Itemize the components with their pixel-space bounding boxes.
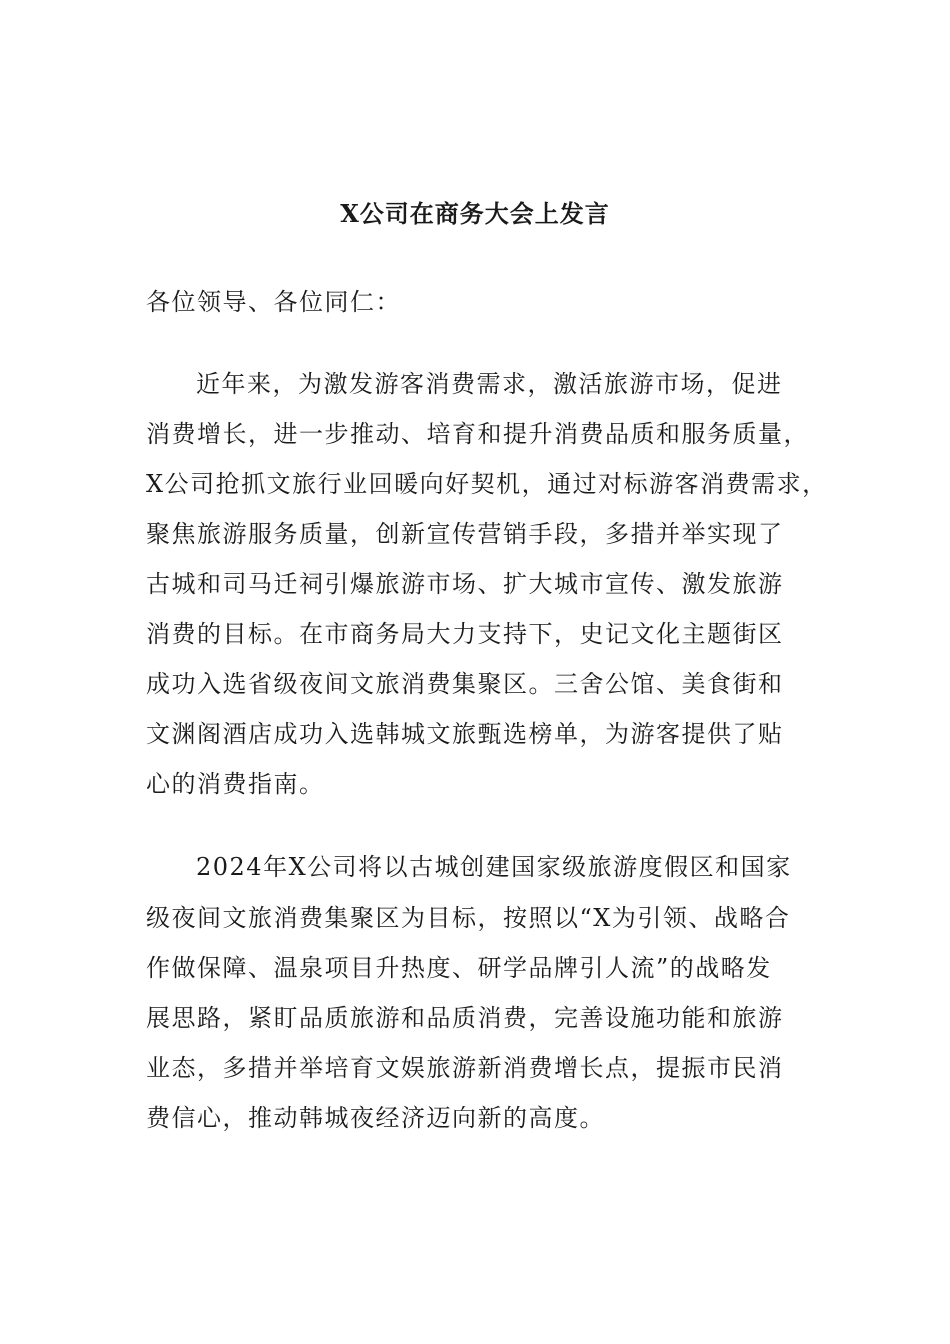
paragraph-line: 消费的目标。在市商务局大力支持下，史记文化主题街区 <box>146 620 784 648</box>
document-title: X公司在商务大会上发言 <box>340 199 610 228</box>
paragraph-line: 级夜间文旅消费集聚区为目标，按照以“X为引领、战略合 <box>146 904 791 932</box>
paragraph-line: 心的消费指南。 <box>146 770 325 798</box>
paragraph-line: 聚焦旅游服务质量，创新宣传营销手段，多措并举实现了 <box>146 520 784 548</box>
paragraph-line: 古城和司马迁祠引爆旅游市场、扩大城市宣传、激发旅游 <box>146 570 784 598</box>
paragraph-line: 消费增长，进一步推动、培育和提升消费品质和服务质量， <box>146 420 809 448</box>
salutation: 各位领导、各位同仁： <box>146 288 401 316</box>
paragraph-line: 近年来，为激发游客消费需求，激活旅游市场，促进 <box>196 370 783 398</box>
paragraph-line: 费信心，推动韩城夜经济迈向新的高度。 <box>146 1104 605 1132</box>
paragraph-line: 2024年X公司将以古城创建国家级旅游度假区和国家 <box>196 853 792 881</box>
paragraph-line: 业态，多措并举培育文娱旅游新消费增长点，提振市民消 <box>146 1054 784 1082</box>
paragraph-line: X公司抢抓文旅行业回暖向好契机，通过对标游客消费需求， <box>146 470 828 498</box>
paragraph-line: 成功入选省级夜间文旅消费集聚区。三舍公馆、美食街和 <box>146 670 784 698</box>
paragraph-line: 展思路，紧盯品质旅游和品质消费，完善设施功能和旅游 <box>146 1004 784 1032</box>
paragraph-line: 作做保障、温泉项目升热度、研学品牌引人流”的战略发 <box>146 954 772 982</box>
paragraph-line: 文渊阁酒店成功入选韩城文旅甄选榜单，为游客提供了贴 <box>146 720 784 748</box>
